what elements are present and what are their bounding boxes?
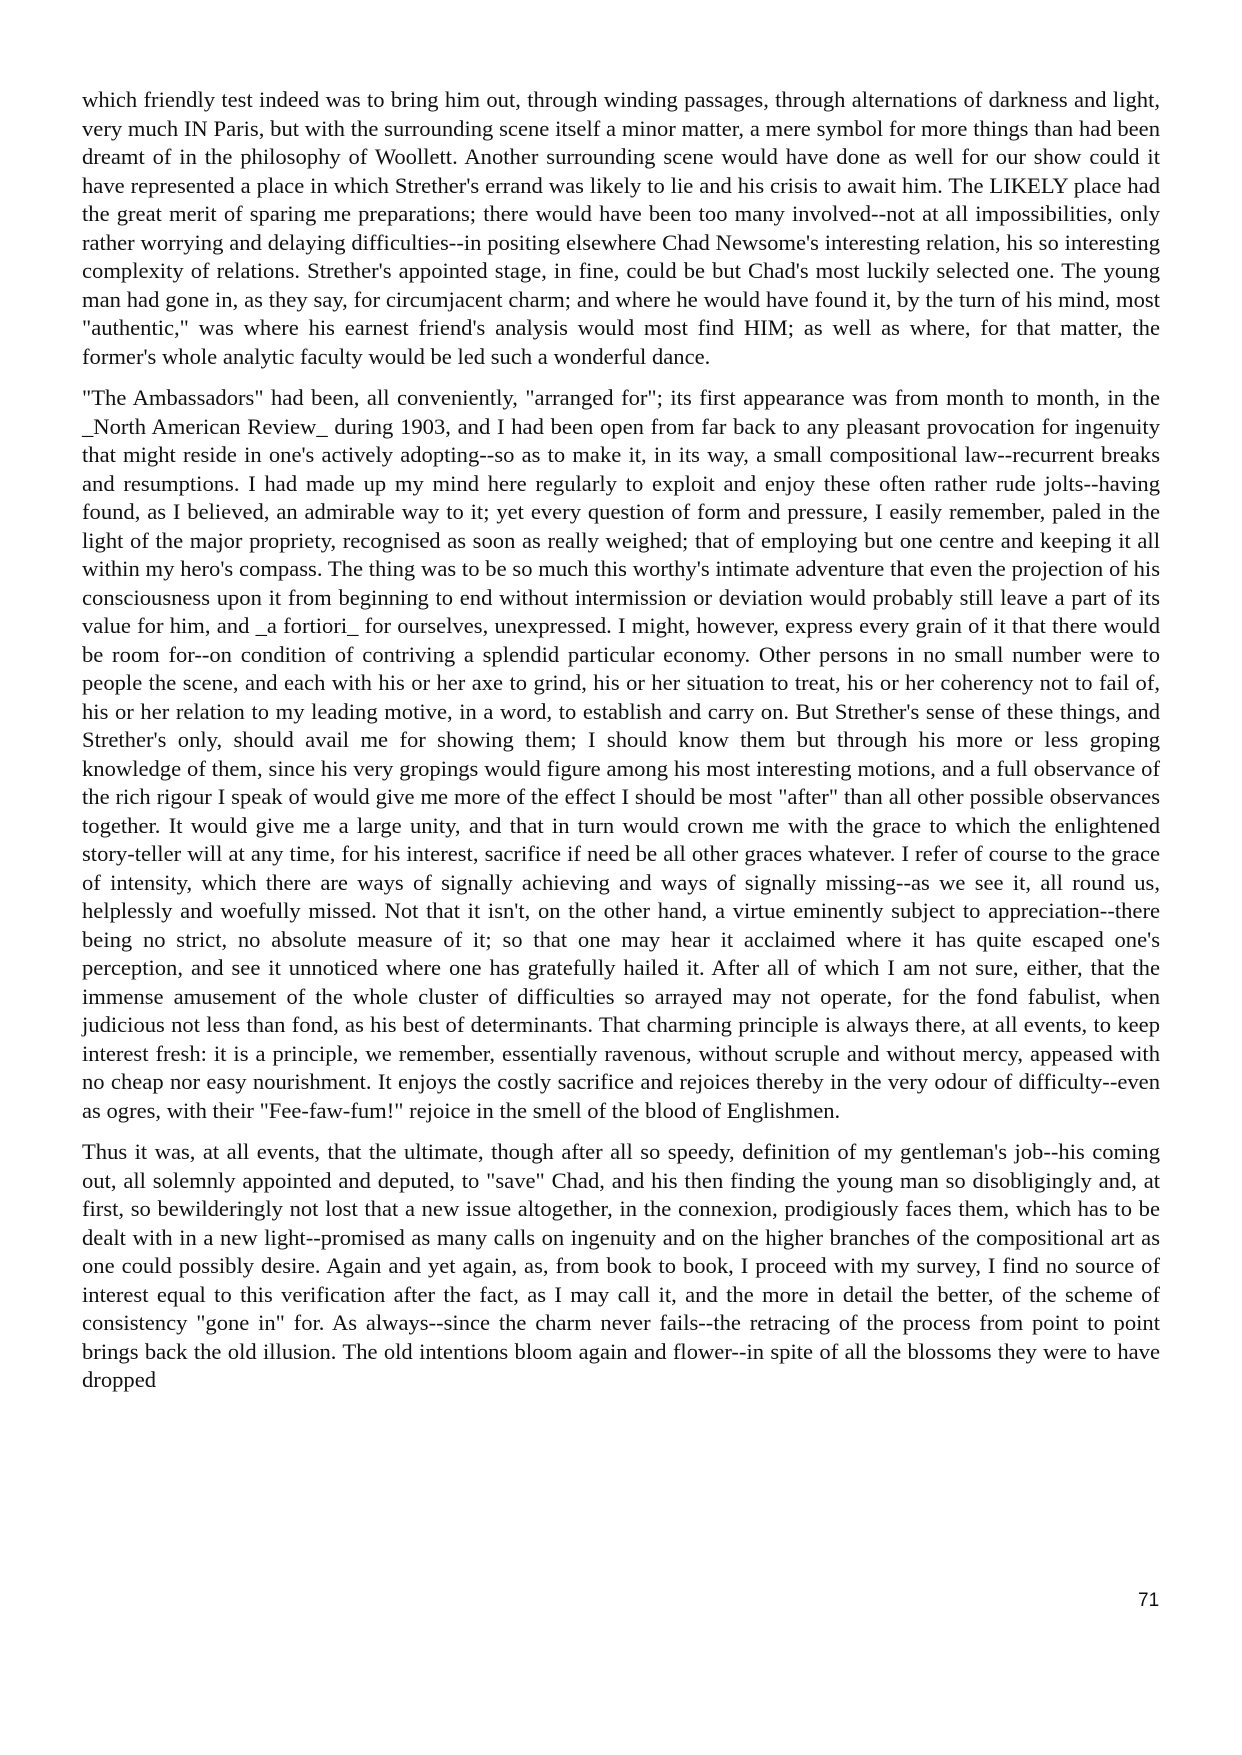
page-number: 71 <box>1138 1590 1160 1611</box>
page-body <box>82 86 1160 1408</box>
paragraph-3: Thus it was, at all events, that the ultimate, though after all so speedy, definition of my gentleman's job--his coming out, all solemnly appointed and deputed, to "save" Chad, and his then finding the young man so disobligingly and, at first, so bewilderingly not lost that a new issue altogether, in the connexion, prodigiously faces them, which has to be dealt with in a new light--promised as many calls on ingenuity and on the higher branches of the compositional art as one could possibly desire. Again and yet again, as, from book to book, I proceed with my survey, I find no source of interest equal to this verification after the fact, as I may call it, and the more in detail the better, of the scheme of consistency "gone in" for. As always--since the charm never fails--the retracing of the process from point to point brings back the old illusion. The old intentions bloom again and flower--in spite of all the blossoms they were to have dropped <box>82 1139 1160 1392</box>
paragraph-1: which friendly test indeed was to bring him out, through winding passages, through alternations of darkness and light, very much IN Paris, but with the surrounding scene itself a minor matter, a mere symbol for more things than had been dreamt of in the philosophy of Woollett. Another surrounding scene would have done as well for our show could it have represented a place in which Strether's errand was likely to lie and his crisis to await him. The LIKELY place had the great merit of sparing me preparations; there would have been too many involved--not at all impossibilities, only rather worrying and delaying difficulties--in positing elsewhere Chad Newsome's interesting relation, his so interesting complexity of relations. Strether's appointed stage, in fine, could be but Chad's most luckily selected one. The young man had gone in, as they say, for circumjacent charm; and where he would have found it, by the turn of his mind, most "authentic," was where his earnest friend's analysis would most find HIM; as well as where, for that matter, the former's whole analytic faculty would be led such a wonderful dance. <box>82 87 1160 369</box>
paragraph-2: "The Ambassadors" had been, all conveniently, "arranged for"; its first appearance was from month to month, in the _North American Review_ during 1903, and I had been open from far back to any pleasant provocation for ingenuity that might reside in one's actively adopting--so as to make it, in its way, a small compositional law--recurrent breaks and resumptions. I had made up my mind here regularly to exploit and enjoy these often rather rude jolts--having found, as I believed, an admirable way to it; yet every question of form and pressure, I easily remember, paled in the light of the major propriety, recognised as soon as really weighed; that of employing but one centre and keeping it all within my hero's compass. The thing was to be so much this worthy's intimate adventure that even the projection of his consciousness upon it from beginning to end without intermission or deviation would probably still leave a part of its value for him, and _a fortiori_ for ourselves, unexpressed. I might, however, express every grain of it that there would be room for--on condition of contriving a splendid particular economy. Other persons in no small number were to people the scene, and each with his or her axe to grind, his or her situation to treat, his or her coherency not to fail of, his or her relation to my leading motive, in a word, to establish and carry on. But Strether's sense of these things, and Strether's only, should avail me for showing them; I should know them but through his more or less groping knowledge of them, since his very gropings would figure among his most interesting motions, and a full observance of the rich rigour I speak of would give me more of the effect I should be most "after" than all other possible observances together. It would give me a large unity, and that in turn would crown me with the grace to which the enlightened story-teller will at any time, for his interest, sacrifice if need be all other graces whatever. I refer of course to the grace of intensity, which there are ways of signally achieving and ways of signally missing--as we see it, all round us, helplessly and woefully missed. Not that it isn't, on the other hand, a virtue eminently subject to appreciation--there being no strict, no absolute measure of it; so that one may hear it acclaimed where it has quite escaped one's perception, and see it unnoticed where one has gratefully hailed it. After all of which I am not sure, either, that the immense amusement of the whole cluster of difficulties so arrayed may not operate, for the fond fabulist, when judicious not less than fond, as his best of determinants. That charming principle is always there, at all events, to keep interest fresh: it is a principle, we remember, essentially ravenous, without scruple and without mercy, appeased with no cheap nor easy nourishment. It enjoys the costly sacrifice and rejoices thereby in the very odour of difficulty--even as ogres, with their "Fee-faw-fum!" rejoice in the smell of the blood of Englishmen. <box>82 385 1160 1123</box>
